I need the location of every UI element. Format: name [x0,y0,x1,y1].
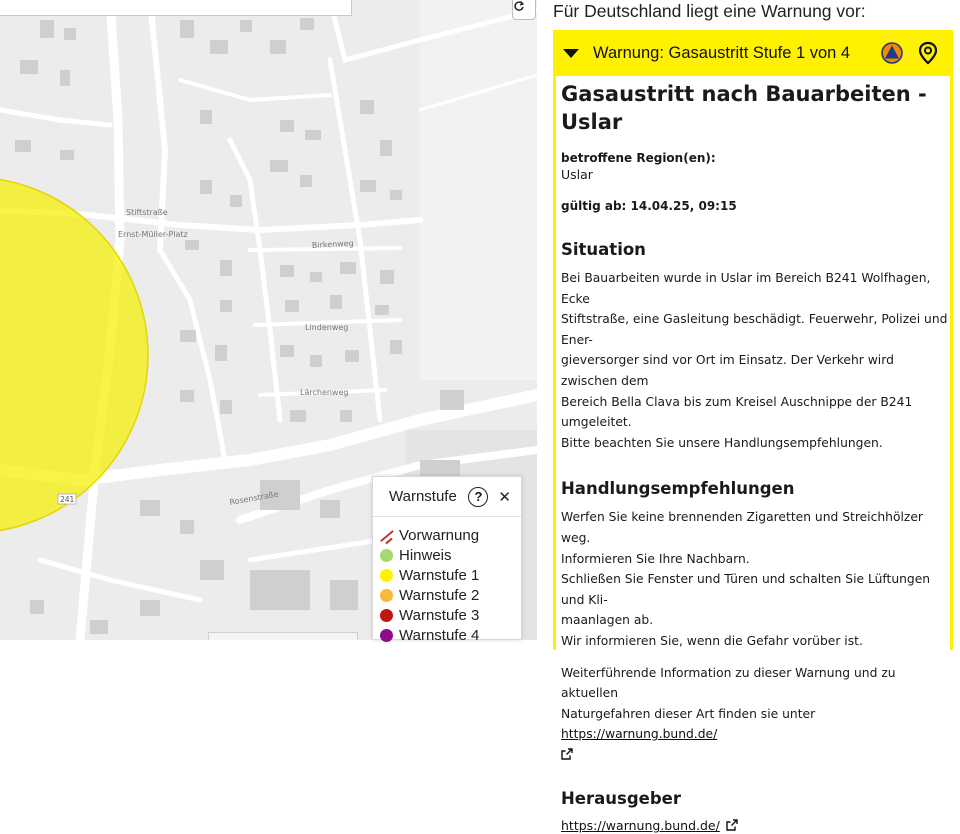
map-label-rosenstrasse: Rosenstraße [228,489,280,507]
more-info-link[interactable]: https://warnung.bund.de/ [561,727,718,742]
map-label-ernst-mueller-platz: Ernst-Müller-Platz [118,230,188,239]
situation-line: gieversorger sind vor Ort im Einsatz. Der Verkehr wird zwischen dem [561,353,894,388]
publisher-heading: Herausgeber [561,789,681,809]
warning-header[interactable] [553,30,953,76]
more-info-prefix: Naturgefahren dieser Art finden sie unter [561,706,816,721]
swatch-circle-icon [380,589,393,602]
map-locate-button[interactable] [512,0,536,20]
recommendation-line: Schließen Sie Fenster und Türen und schalten Sie Lüftungen und Kli- [561,572,931,607]
warning-title: Gasaustritt nach Bauarbeiten - Uslar [561,82,927,134]
legend-item-label: Warnstufe 2 [399,586,480,604]
swatch-circle-icon [380,629,393,642]
swatch-circle-icon [380,569,393,582]
help-icon[interactable]: ? [468,487,488,507]
swatch-circle-icon [380,549,393,562]
recommendation-line: Informieren Sie Ihre Nachbarn. [561,551,750,566]
legend-item-warnstufe-1 [380,565,521,585]
warning-header-label[interactable]: Warnung: Gasaustritt Stufe 1 von 4 [593,43,851,62]
external-link-icon[interactable] [561,748,573,760]
situation-line: Bei Bauarbeiten wurde in Uslar im Bereich B241 Wolfhagen, Ecke [561,271,931,306]
recommendations-text [561,507,949,651]
situation-line: Bitte beachten Sie unsere Handlungsempfehlungen. [561,435,883,450]
swatch-circle-icon [380,609,393,622]
region-value: Uslar [561,167,593,182]
map-label-laerchenweg: Lärchenweg [300,388,349,397]
situation-line: Bereich Bella Clava bis zum Kreisel Auschnippe der B241 umgeleitet. [561,394,913,430]
map-label-b241: 241 [60,495,75,504]
warning-content [561,76,949,834]
situation-line: Stiftstraße, eine Gasleitung beschädigt. Feuerwehr, Polizei und Ener- [561,312,948,347]
legend-item-hinweis [380,545,521,565]
hatched-line-icon [380,529,393,542]
close-icon[interactable]: ✕ [498,488,511,506]
situation-text [561,268,949,453]
legend-item-label: Hinweis [399,546,452,564]
legend-item-label: Warnstufe 4 [399,626,480,644]
legend-item-label: Warnstufe 1 [399,566,480,584]
legend-title: Warnstufe [389,488,457,505]
legend-list [373,517,521,645]
map-attribution-bar [208,632,358,640]
recommendation-line: maanlagen ab. [561,613,654,628]
map-view[interactable] [0,0,537,644]
valid-from: gültig ab: 14.04.25, 09:15 [561,199,737,213]
recommendations-heading: Handlungsempfehlungen [561,479,795,499]
recommendation-line: Werfen Sie keine brennenden Zigaretten und Streichhölzer weg. [561,510,923,545]
chevron-down-icon[interactable] [563,49,579,58]
map-label-birkenweg: Birkenweg [311,238,354,250]
external-link-icon[interactable] [726,819,738,831]
legend-item-label: Warnstufe 3 [399,606,480,624]
situation-heading: Situation [561,240,646,259]
civil-protection-icon [881,42,903,64]
location-pin-icon[interactable] [917,42,939,64]
more-info-line: Weiterführende Information zu dieser Warnung und zu aktuellen [561,665,896,701]
warning-panel [537,0,960,834]
publisher-link[interactable]: https://warnung.bund.de/ [561,818,720,834]
warning-card [553,30,953,834]
warning-level-legend [372,476,522,644]
region-label: betroffene Region(en): [561,151,716,165]
refresh-icon [513,0,525,12]
publisher-row [561,818,949,834]
legend-item-warnstufe-2 [380,585,521,605]
legend-item-vorwarnung [380,525,521,545]
map-label-lindenweg: Lindenweg [305,323,349,332]
map-search-field[interactable] [0,0,352,16]
external-link-row [561,745,949,766]
panel-heading: Für Deutschland liegt eine Warnung vor: [553,1,866,21]
legend-item-warnstufe-4 [380,625,521,645]
recommendation-line: Wir informieren Sie, wenn die Gefahr vorüber ist. [561,633,863,648]
legend-item-label: Vorwarnung [399,526,480,544]
more-info-text [561,663,949,766]
map-label-stiftstrasse: Stiftstraße [126,208,168,217]
legend-header [373,477,521,517]
legend-item-warnstufe-3 [380,605,521,625]
